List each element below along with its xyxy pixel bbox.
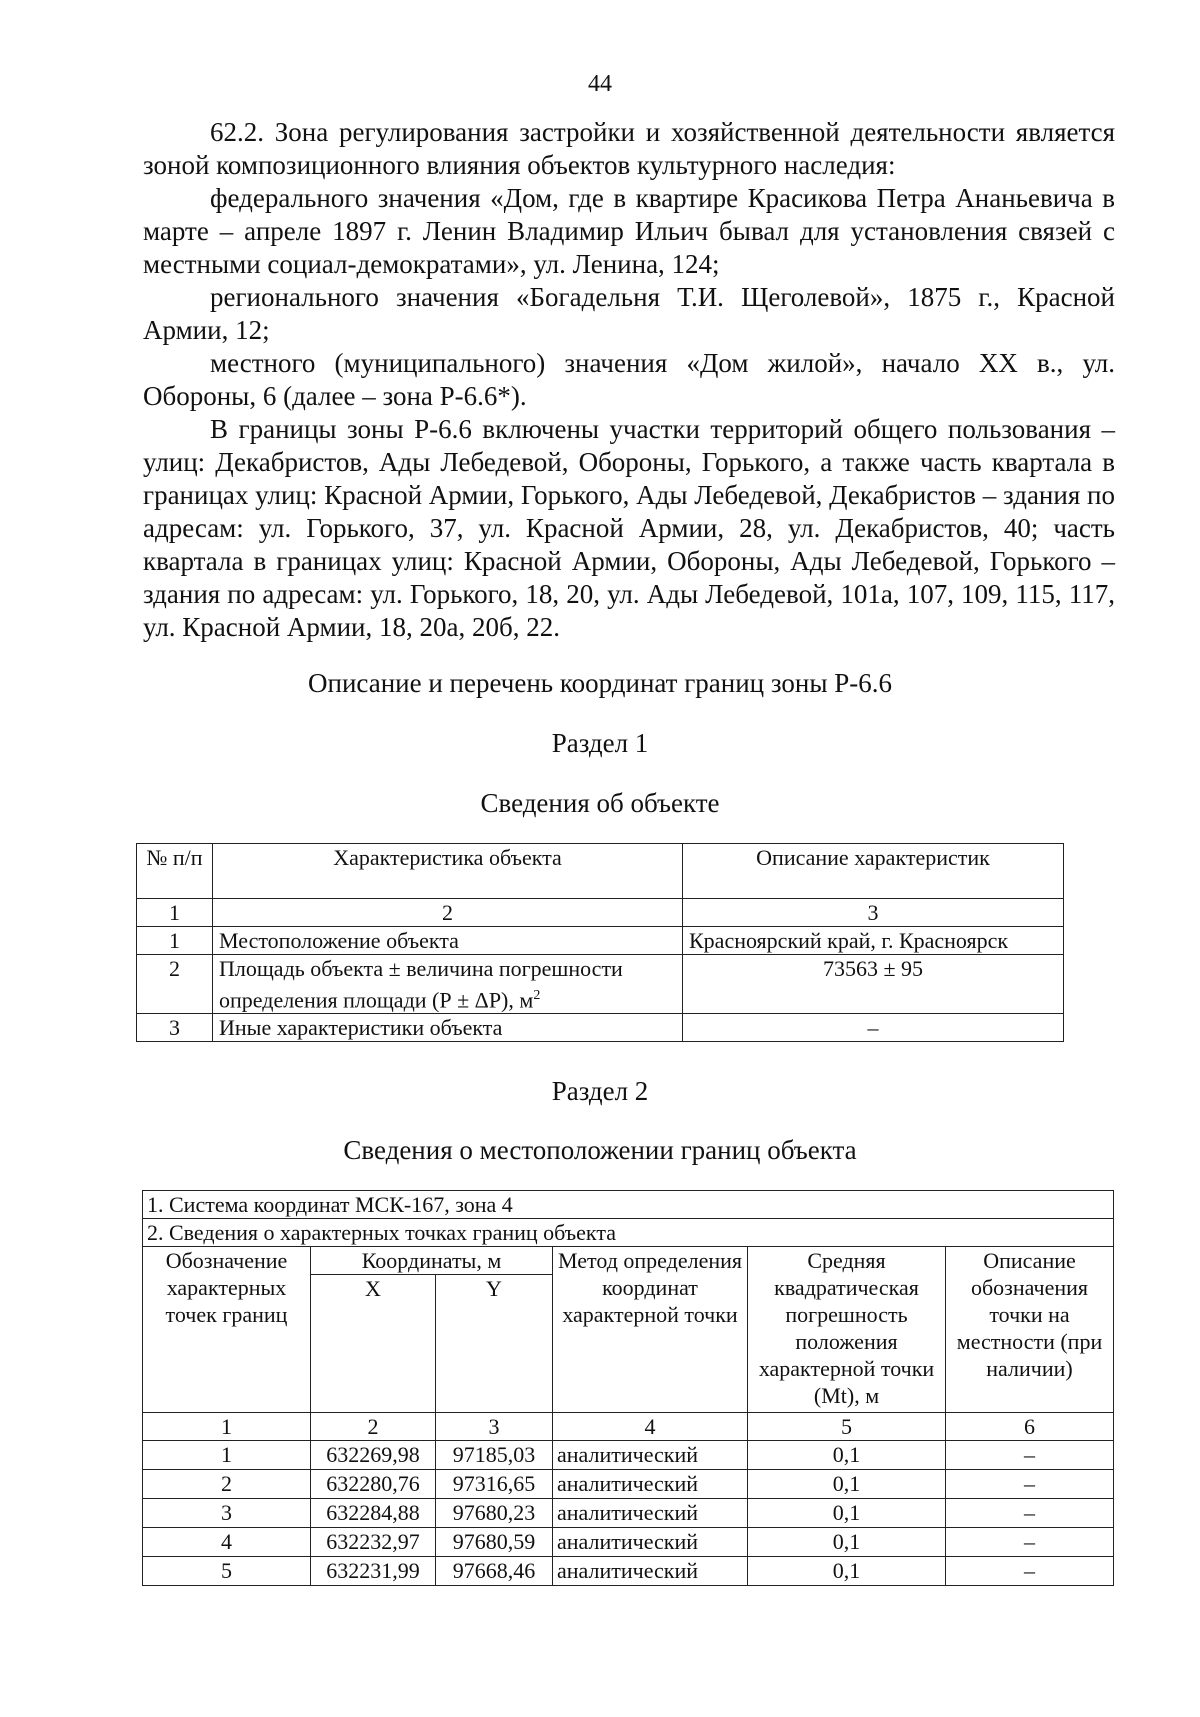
t2-col-number: 5 <box>748 1413 946 1441</box>
point-description: – <box>946 1441 1114 1470</box>
table-row <box>137 1014 1064 1042</box>
coordinate-system: 1. Система координат МСК-167, зона 4 <box>143 1191 1114 1219</box>
t1-header-number: № п/п <box>137 844 213 899</box>
t2-col-number: 3 <box>436 1413 553 1441</box>
t1-col-number: 3 <box>683 899 1064 927</box>
point-x: 632269,98 <box>311 1441 436 1470</box>
point-method: аналитический <box>553 1557 748 1586</box>
description-heading: Описание и перечень координат границ зоны Р-6.6 <box>308 668 892 698</box>
point-y: 97668,46 <box>436 1557 553 1586</box>
t2-header-method: Метод определения координат характерной точки <box>553 1247 748 1413</box>
t1-row-number: 3 <box>137 1014 213 1042</box>
t2-header-y: Y <box>436 1275 553 1413</box>
t2-col-number: 4 <box>553 1413 748 1441</box>
body-text <box>143 116 1115 644</box>
t1-row-superscript: 2 <box>533 988 541 1003</box>
point-y: 97680,59 <box>436 1528 553 1557</box>
t2-header-x: X <box>311 1275 436 1413</box>
page-number: 44 <box>588 71 612 97</box>
point-number: 3 <box>143 1499 311 1528</box>
t1-col-number: 2 <box>213 899 683 927</box>
point-description: – <box>946 1557 1114 1586</box>
t1-col-number: 1 <box>137 899 213 927</box>
point-method: аналитический <box>553 1470 748 1499</box>
point-y: 97185,03 <box>436 1441 553 1470</box>
t2-col-number: 6 <box>946 1413 1114 1441</box>
section1-title: Сведения об объекте <box>480 788 720 818</box>
point-x: 632284,88 <box>311 1499 436 1528</box>
table-row <box>143 1470 1114 1499</box>
section1-heading: Раздел 1 <box>551 728 649 758</box>
table-row <box>143 1499 1114 1528</box>
table-row <box>137 955 1064 1014</box>
t2-header-point: Обозначение характерных точек границ <box>143 1247 311 1413</box>
point-description: – <box>946 1528 1114 1557</box>
table-row <box>143 1441 1114 1470</box>
paragraph-1: 62.2. Зона регулирования застройки и хозяйственной деятельности является зоной композиционного влияния объектов культурного наследия: <box>143 117 1115 180</box>
point-description: – <box>946 1470 1114 1499</box>
t1-row-value: – <box>683 1014 1064 1042</box>
point-x: 632232,97 <box>311 1528 436 1557</box>
t2-header-description: Описание обозначения точки на местности (при наличии) <box>946 1247 1114 1413</box>
section2-heading: Раздел 2 <box>551 1076 649 1106</box>
point-y: 97680,23 <box>436 1499 553 1528</box>
point-number: 2 <box>143 1470 311 1499</box>
t1-row-value: 73563 ± 95 <box>683 955 1064 1014</box>
t1-row-number: 1 <box>137 927 213 955</box>
point-mt: 0,1 <box>748 1499 946 1528</box>
point-number: 5 <box>143 1557 311 1586</box>
point-mt: 0,1 <box>748 1557 946 1586</box>
point-description: – <box>946 1499 1114 1528</box>
section2-title: Сведения о местоположении границ объекта <box>343 1135 857 1165</box>
paragraph-4: местного (муниципального) значения «Дом жилой», начало XX в., ул. Обороны, 6 (далее – зона Р-6.6*). <box>143 348 1115 411</box>
t1-row-value: Красноярский край, г. Красноярск <box>683 927 1064 955</box>
point-method: аналитический <box>553 1499 748 1528</box>
boundary-points-table <box>142 1190 1114 1586</box>
t2-col-number: 2 <box>311 1413 436 1441</box>
t2-header-error: Средняя квадратическая погрешность положения характерной точки (Mt), м <box>748 1247 946 1413</box>
t1-row-name: Площадь объекта ± величина погрешности определения площади (Р ± ΔР), м <box>219 956 623 1013</box>
t2-col-number: 1 <box>143 1413 311 1441</box>
point-y: 97316,65 <box>436 1470 553 1499</box>
paragraph-3: регионального значения «Богадельня Т.И. Щеголевой», 1875 г., Красной Армии, 12; <box>143 282 1115 345</box>
table-row <box>137 927 1064 955</box>
table-row <box>143 1557 1114 1586</box>
point-method: аналитический <box>553 1528 748 1557</box>
t1-row-name: Иные характеристики объекта <box>213 1014 683 1042</box>
point-method: аналитический <box>553 1441 748 1470</box>
t1-row-name-cell <box>213 955 683 1014</box>
points-title: 2. Сведения о характерных точках границ объекта <box>143 1219 1114 1247</box>
point-number: 1 <box>143 1441 311 1470</box>
t1-row-number: 2 <box>137 955 213 1014</box>
table-row <box>143 1528 1114 1557</box>
point-number: 4 <box>143 1528 311 1557</box>
point-mt: 0,1 <box>748 1528 946 1557</box>
point-mt: 0,1 <box>748 1470 946 1499</box>
paragraph-5: В границы зоны Р-6.6 включены участки территорий общего пользования – улиц: Декабристов, Ады Лебедевой, Обороны, Горького, а также часть квартала в границах улиц: Красной Армии, Горького, Ады Лебедевой, Декабристов – здания по адресам: ул. Горького, 37, ул. Красной Армии, 28, ул. Декабристов, 40; часть квартала в границах улиц: Красной Армии, Обороны, Ады Лебедевой, Горького – здания по адресам: ул. Горького, 18, 20, ул. Ады Лебедевой, 101а, 107, 109, 115, 117, ул. Красной Армии, 18, 20а, 20б, 22. <box>143 414 1115 642</box>
object-info-table <box>136 843 1064 1042</box>
t1-header-characteristic: Характеристика объекта <box>213 844 683 899</box>
t1-row-name: Местоположение объекта <box>213 927 683 955</box>
t1-header-description: Описание характеристик <box>683 844 1064 899</box>
point-mt: 0,1 <box>748 1441 946 1470</box>
point-x: 632280,76 <box>311 1470 436 1499</box>
t2-header-coordinates: Координаты, м <box>311 1247 553 1275</box>
point-x: 632231,99 <box>311 1557 436 1586</box>
paragraph-2: федерального значения «Дом, где в квартире Красикова Петра Ананьевича в марте – апреле 1897 г. Ленин Владимир Ильич бывал для установления связей с местными социал-демократами», ул. Ленина, 124; <box>143 183 1115 279</box>
